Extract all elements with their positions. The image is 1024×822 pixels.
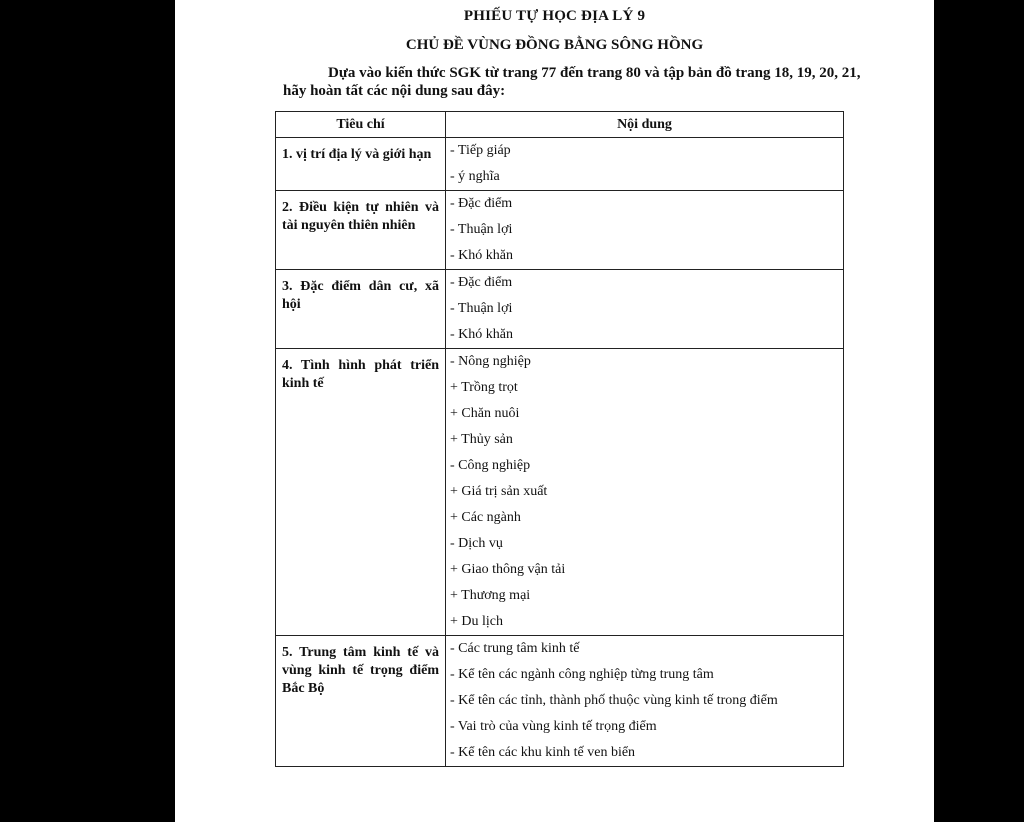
content-item: - Kể tên các tỉnh, thành phố thuộc vùng kinh tế trong điểm — [450, 693, 778, 708]
content-item: - Thuận lợi — [450, 301, 513, 316]
content-item: - Các trung tâm kinh tế — [450, 641, 580, 656]
content-item: - Tiếp giáp — [450, 143, 511, 158]
table-row — [276, 349, 844, 636]
criterion-cell: 1. vị trí địa lý và giới hạn — [276, 138, 446, 191]
content-cell — [446, 349, 844, 636]
content-item: - Khó khăn — [450, 248, 513, 263]
table-row — [276, 138, 844, 191]
content-cell — [446, 191, 844, 270]
content-item: + Giá trị sản xuất — [450, 484, 548, 499]
header-criterion: Tiêu chí — [276, 112, 446, 138]
content-item: - Khó khăn — [450, 327, 513, 342]
document-page — [175, 0, 934, 822]
content-item: - Kể tên các ngành công nghiệp từng trung tâm — [450, 667, 714, 682]
content-item: + Giao thông vận tải — [450, 562, 566, 577]
content-cell — [446, 636, 844, 767]
table-row — [276, 636, 844, 767]
content-item: + Các ngành — [450, 510, 521, 525]
content-item: + Thương mại — [450, 588, 531, 603]
content-cell — [446, 138, 844, 191]
content-item: - Đặc điểm — [450, 275, 513, 290]
content-item: - Vai trò của vùng kinh tế trọng điểm — [450, 719, 657, 734]
content-item: + Trồng trọt — [450, 380, 518, 395]
content-item: - ý nghĩa — [450, 169, 500, 184]
header-content: Nội dung — [446, 112, 844, 138]
document-subtitle: CHỦ ĐỀ VÙNG ĐỒNG BẰNG SÔNG HỒNG — [405, 37, 704, 53]
worksheet-table — [275, 111, 844, 767]
content-item: - Dịch vụ — [450, 536, 503, 551]
criterion-cell: 3. Đặc điểm dân cư, xã hội — [276, 270, 446, 349]
table-row — [276, 191, 844, 270]
content-item: + Thủy sản — [450, 432, 513, 447]
content-item: - Thuận lợi — [450, 222, 513, 237]
content-cell — [446, 270, 844, 349]
intro-paragraph: Dựa vào kiến thức SGK từ trang 77 đến trang 80 và tập bản đồ trang 18, 19, 20, 21, hãy hoàn tất các nội dung sau đây: — [283, 65, 861, 99]
document-title: PHIẾU TỰ HỌC ĐỊA LÝ 9 — [463, 8, 646, 24]
content-item: - Công nghiệp — [450, 458, 531, 473]
criterion-cell: 5. Trung tâm kinh tế và vùng kinh tế trọng điểm Bắc Bộ — [276, 636, 446, 767]
content-item: - Nông nghiệp — [450, 354, 531, 369]
criterion-cell: 2. Điều kiện tự nhiên và tài nguyên thiên nhiên — [276, 191, 446, 270]
table-row — [276, 270, 844, 349]
content-item: - Kể tên các khu kinh tế ven biển — [450, 745, 636, 760]
content-item: - Đặc điểm — [450, 196, 513, 211]
criterion-cell: 4. Tình hình phát triển kinh tế — [276, 349, 446, 636]
content-item: + Chăn nuôi — [450, 406, 520, 421]
content-item: + Du lịch — [450, 614, 503, 629]
table-header-row — [276, 112, 844, 138]
